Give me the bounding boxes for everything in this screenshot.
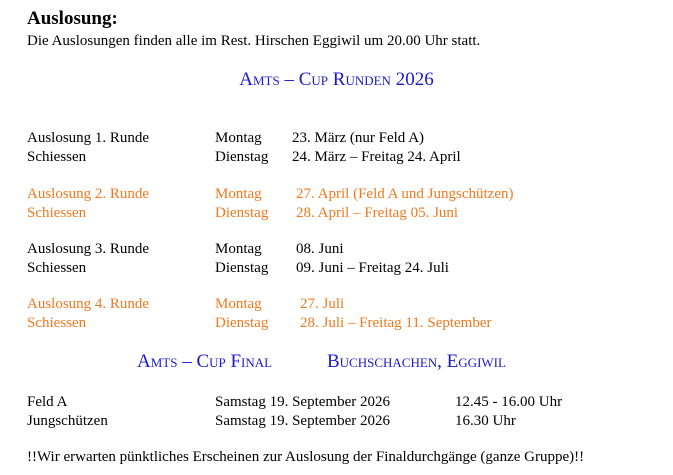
round-2-shoot-label: Schiessen [27, 205, 87, 221]
final-row-date: Samstag 19. September 2026 [215, 413, 390, 429]
round-2-draw-date: 27. April (Feld A und Jungschützen) [296, 186, 514, 202]
round-3-shoot-day: Dienstag [215, 260, 269, 276]
round-1-shoot-date: 24. März – Freitag 24. April [292, 149, 461, 165]
round-3-draw-label: Auslosung 3. Runde [27, 241, 150, 257]
round-2-draw-day: Montag [215, 186, 262, 202]
final-row-label: Feld A [27, 394, 68, 410]
round-3-shoot-label: Schiessen [27, 260, 87, 276]
round-2-shoot-date: 28. April – Freitag 05. Juni [296, 205, 459, 221]
final-row-time: 16.30 Uhr [455, 413, 516, 429]
final-row-time: 12.45 - 16.00 Uhr [455, 394, 563, 410]
round-4-draw-date: 27. Juli [300, 296, 345, 312]
round-2-shoot-day: Dienstag [215, 205, 269, 221]
round-2-draw-label: Auslosung 2. Runde [27, 186, 150, 202]
round-4-shoot-date: 28. Juli – Freitag 11. September [300, 315, 492, 331]
round-4-draw-day: Montag [215, 296, 262, 312]
intro-text: Die Auslosungen finden alle im Rest. Hirschen Eggiwil um 20.00 Uhr statt. [27, 33, 481, 49]
round-3-draw-day: Montag [215, 241, 262, 257]
rounds-title: Amts – Cup Runden 2026 [239, 69, 434, 90]
final-row-label: Jungschützen [27, 413, 108, 429]
round-1-draw-day: Montag [215, 130, 262, 146]
round-3-draw-date: 08. Juni [296, 241, 344, 257]
final-note: !!Wir erwarten pünktliches Erscheinen zur Auslosung der Finaldurchgänge (ganze Gruppe)!! [27, 449, 585, 465]
final-location: Buchschachen, Eggiwil [327, 351, 506, 372]
final-title: Amts – Cup Final [137, 351, 273, 372]
round-4-draw-label: Auslosung 4. Runde [27, 296, 150, 312]
round-1-shoot-day: Dienstag [215, 149, 269, 165]
round-4-shoot-day: Dienstag [215, 315, 269, 331]
round-1-shoot-label: Schiessen [27, 149, 87, 165]
round-1-draw-date: 23. März (nur Feld A) [292, 130, 425, 146]
round-1-draw-label: Auslosung 1. Runde [27, 130, 150, 146]
round-3-shoot-date: 09. Juni – Freitag 24. Juli [296, 260, 449, 276]
page-heading: Auslosung: [27, 8, 118, 29]
round-4-shoot-label: Schiessen [27, 315, 87, 331]
final-row-date: Samstag 19. September 2026 [215, 394, 390, 410]
